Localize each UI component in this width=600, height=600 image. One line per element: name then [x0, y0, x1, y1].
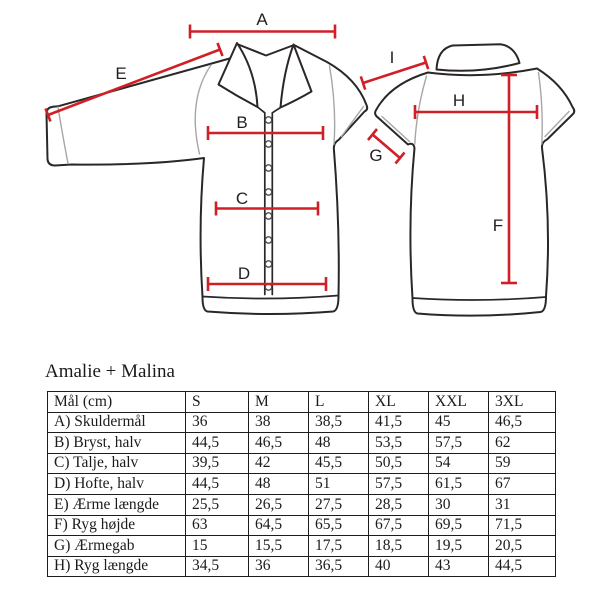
size-value-cell: 36: [186, 412, 249, 433]
size-value-cell: 45,5: [309, 453, 369, 474]
size-value-cell: 46,5: [249, 433, 309, 454]
button: [265, 213, 271, 219]
size-value-cell: 15,5: [249, 536, 309, 557]
button: [265, 117, 271, 123]
measurement-name-cell: D) Hofte, halv: [48, 474, 186, 495]
button: [265, 189, 271, 195]
size-value-cell: 26,5: [249, 494, 309, 515]
measurement-label-f: F: [492, 216, 504, 235]
back-view-shirt-drawing: [375, 44, 574, 315]
column-header-size-3xl: 3XL: [489, 392, 556, 413]
measurement-a: [190, 10, 335, 39]
measurement-name-cell: G) Ærmegab: [48, 536, 186, 557]
size-value-cell: 25,5: [186, 494, 249, 515]
size-value-cell: 17,5: [309, 536, 369, 557]
size-value-cell: 27,5: [309, 494, 369, 515]
measurement-label-i: I: [389, 48, 395, 67]
column-header-size-xxl: XXL: [429, 392, 489, 413]
measurement-name-cell: A) Skuldermål: [48, 412, 186, 433]
front-shirt-outline: [47, 44, 368, 314]
front-view-shirt-drawing: [47, 43, 368, 314]
size-value-cell: 53,5: [369, 433, 429, 454]
size-table-row: [48, 494, 556, 515]
size-value-cell: 18,5: [369, 536, 429, 557]
column-header-size-xl: XL: [369, 392, 429, 413]
size-table-row: [48, 536, 556, 557]
column-header-size-m: M: [249, 392, 309, 413]
size-value-cell: 36: [249, 556, 309, 577]
size-value-cell: 48: [249, 474, 309, 495]
size-value-cell: 39,5: [186, 453, 249, 474]
button: [265, 165, 271, 171]
size-value-cell: 31: [489, 494, 556, 515]
size-chart-title: Amalie + Malina: [45, 361, 175, 382]
measurement-label-h: H: [452, 91, 466, 110]
size-value-cell: 59: [489, 453, 556, 474]
size-value-cell: 41,5: [369, 412, 429, 433]
size-value-cell: 40: [369, 556, 429, 577]
button: [265, 237, 271, 243]
size-value-cell: 50,5: [369, 453, 429, 474]
column-header-size-l: L: [309, 392, 369, 413]
size-value-cell: 36,5: [309, 556, 369, 577]
size-value-cell: 67: [489, 474, 556, 495]
measurement-label-a: A: [256, 10, 268, 29]
size-value-cell: 64,5: [249, 515, 309, 536]
size-value-cell: 44,5: [186, 433, 249, 454]
size-table-row: [48, 433, 556, 454]
size-value-cell: 57,5: [429, 433, 489, 454]
size-value-cell: 28,5: [369, 494, 429, 515]
size-value-cell: 63: [186, 515, 249, 536]
measurement-label-d: D: [237, 264, 251, 283]
size-value-cell: 62: [489, 433, 556, 454]
size-table-row: [48, 412, 556, 433]
measurement-name-cell: F) Ryg højde: [48, 515, 186, 536]
size-value-cell: 42: [249, 453, 309, 474]
button: [265, 261, 271, 267]
measurement-name-cell: C) Talje, halv: [48, 453, 186, 474]
measurement-label-g: G: [369, 146, 383, 165]
measurement-label-e: E: [115, 64, 127, 83]
size-value-cell: 51: [309, 474, 369, 495]
size-table-row: [48, 515, 556, 536]
size-value-cell: 19,5: [429, 536, 489, 557]
column-header-measure: Mål (cm): [48, 392, 186, 413]
column-header-size-s: S: [186, 392, 249, 413]
size-value-cell: 71,5: [489, 515, 556, 536]
size-table-row: [48, 474, 556, 495]
size-value-cell: 43: [429, 556, 489, 577]
size-value-cell: 61,5: [429, 474, 489, 495]
size-value-cell: 44,5: [489, 556, 556, 577]
size-table-row: [48, 453, 556, 474]
size-value-cell: 54: [429, 453, 489, 474]
button: [265, 141, 271, 147]
size-table-header-row: [48, 392, 556, 413]
back-shirt-outline: [375, 69, 574, 316]
size-value-cell: 44,5: [186, 474, 249, 495]
size-value-cell: 57,5: [369, 474, 429, 495]
measurement-label-c: C: [235, 189, 249, 208]
size-value-cell: 38: [249, 412, 309, 433]
size-value-cell: 45: [429, 412, 489, 433]
measurement-name-cell: B) Bryst, halv: [48, 433, 186, 454]
measurement-name-cell: E) Ærme længde: [48, 494, 186, 515]
size-value-cell: 15: [186, 536, 249, 557]
size-value-cell: 30: [429, 494, 489, 515]
measurement-name-cell: H) Ryg længde: [48, 556, 186, 577]
size-table-row: [48, 556, 556, 577]
size-table-body: [48, 412, 556, 577]
size-value-cell: 67,5: [369, 515, 429, 536]
size-value-cell: 48: [309, 433, 369, 454]
size-value-cell: 46,5: [489, 412, 556, 433]
size-value-cell: 65,5: [309, 515, 369, 536]
size-table-header: [48, 392, 556, 413]
size-value-cell: 38,5: [309, 412, 369, 433]
size-value-cell: 20,5: [489, 536, 556, 557]
back-collar: [437, 44, 520, 71]
size-value-cell: 34,5: [186, 556, 249, 577]
size-value-cell: 69,5: [429, 515, 489, 536]
size-table: [47, 391, 556, 577]
measurement-label-b: B: [236, 113, 248, 132]
